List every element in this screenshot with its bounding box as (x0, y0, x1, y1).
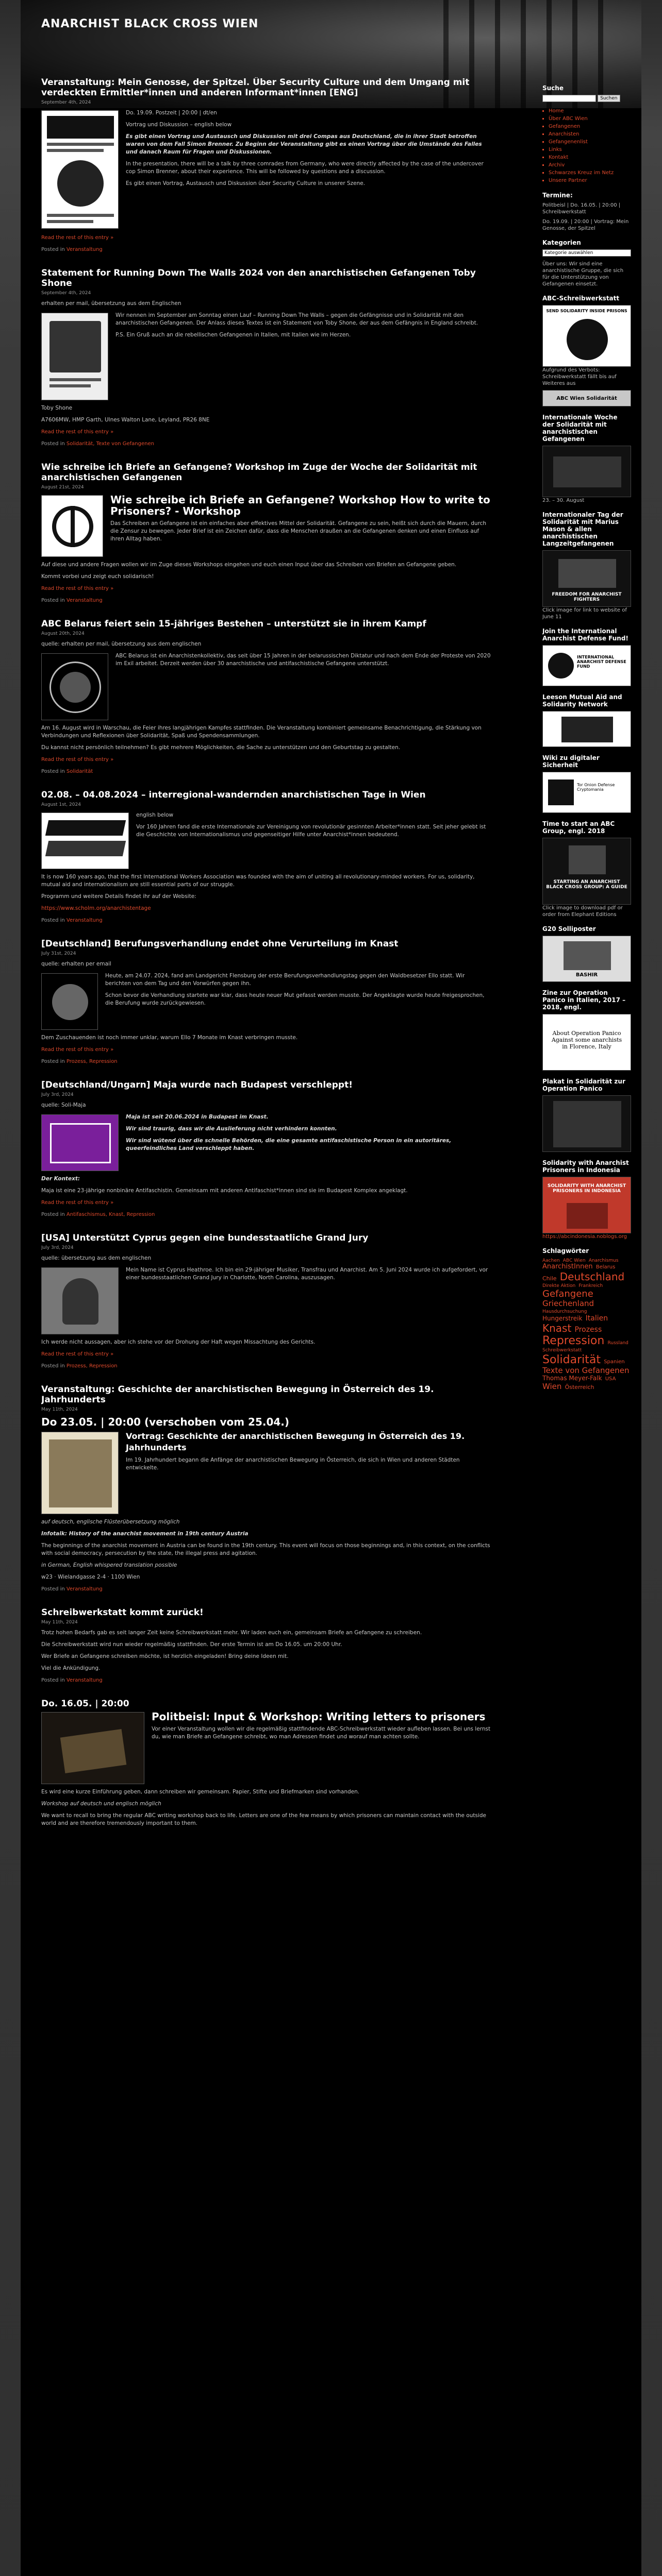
post-paragraph: Trotz hohen Bedarfs gab es seit langer Zeit keine Schreibwerkstatt mehr. Wir laden euch ein, gemeinsam Briefe an Gefangene zu schreiben. (41, 1630, 422, 1636)
post-paragraph: Schon bevor die Verhandlung startete war klar, dass heute neuer Mut gefasst werden musste. Der Angeklagte wurde heute freigesprochen, die Berufung wurde zurückgewiesen. (105, 992, 485, 1006)
post-date: July 3rd, 2024 (41, 1245, 74, 1250)
post-paragraph: in German, English whispered translation possible (41, 1562, 177, 1568)
post (41, 939, 491, 1065)
post-paragraph: Infotalk: History of the anarchist movement in 19th century Austria (41, 1531, 249, 1537)
banner-caption: Click image to download pdf or order from Elephant Editions (542, 905, 623, 918)
post-date: May 11th, 2024 (41, 1620, 78, 1625)
sidebar-nav-item[interactable] (549, 123, 631, 130)
post-paragraph: Das Schreiben an Gefangene ist ein einfaches aber effektives Mittel der Solidarität. Gefangene zu sein, heißt sich durch die Mauern, durch die Zensur zu bewegen. Jeder Brief ist ein Zeichen dafür, dass die Menschen draußen an die Gefangenen denken und einen Einfluss auf ihren Alltag haben. (110, 520, 487, 542)
letter-graphic (60, 1729, 127, 1773)
post-paragraph: Vor 160 Jahren fand die erste Internationale zur Vereinigung von revolutionär gesinnten Arbeiter*innen statt. Seit jeher gelebt ist die Geschichte von Internationalismus und gegenseitiger Hilfe unter Anarchist*innen bedeutend. (136, 824, 486, 838)
tag-cloud-link[interactable]: Russland (607, 1341, 628, 1346)
post-paragraph: Dem Zuschauenden ist noch immer unklar, warum Ello 7 Monate im Knast verbringen musste. (41, 1035, 298, 1041)
post-subheading: Do 23.05. | 20:00 (verschoben vom 25.04.) (41, 1416, 290, 1428)
banner-text: SOLIDARITY WITH ANARCHIST PRISONERS IN INDONESIA (547, 1183, 626, 1194)
read-more-link[interactable]: Read the rest of this entry » (41, 586, 114, 591)
post-paragraph: Viel die Ankündigung. (41, 1665, 101, 1671)
post (41, 1607, 491, 1684)
wiki-banner[interactable] (542, 772, 631, 813)
freedom-banner[interactable] (542, 550, 631, 607)
wiki-title: Wiki zu digitaler Sicherheit (542, 754, 600, 769)
post-body (41, 960, 491, 1065)
post-paragraph: Mein Name ist Cyprus Heathroe. Ich bin ein 29-jähriger Musiker, Transfrau und Anarchist. Am 5. Juni 2024 wurde ich aufgefordert, vor einer bundesstaatlichen Grand Jury in Charlotte, North Carolina, auszusagen. (126, 1267, 488, 1281)
post-meta: quelle: übersetzung aus dem englischen (41, 1255, 152, 1261)
post-paragraph: Du kannst nicht persönlich teilnehmen? Es gibt mehrere Möglichkeiten, die Sache zu unterstützen und den Geburtstag zu gestalten. (41, 744, 401, 751)
post-footer (41, 1362, 491, 1370)
post-paragraph: Wir nennen im September am Sonntag einen Lauf – Running Down The Walls – gegen die Gefängnisse und in Solidarität mit den anarchistischen Gefangenen. Der Anlass dieses Textes ist ein Statement von Toby Shone, der aus dem Gefängnis in England schreibt. (115, 312, 478, 326)
post-paragraph: Vortrag und Diskussion – english below (126, 122, 232, 128)
search-form (542, 95, 631, 102)
sidebar-nav-item[interactable] (549, 161, 631, 169)
logo-stroke (71, 506, 75, 547)
poster-line (47, 220, 93, 223)
post-category-link[interactable]: Veranstaltung (66, 598, 103, 603)
post-footer (41, 768, 491, 775)
schreibwerkstatt-widget-title: ABC-Schreibwerkstatt (542, 295, 620, 302)
tag-cloud (542, 1258, 631, 1391)
tag-cloud-link[interactable]: Belarus (595, 1264, 616, 1270)
sidebar-nav (542, 107, 631, 184)
post-date: May 11th, 2024 (41, 1407, 78, 1412)
defense-fund-title: Join the International Anarchist Defense Fund! (542, 628, 628, 642)
sidebar-nav-label[interactable]: Unsere Partner (549, 178, 587, 183)
poster-line (47, 214, 114, 217)
banner-block (45, 820, 126, 836)
banner-graphic (553, 1101, 621, 1147)
header-bar (495, 0, 500, 108)
tag-cloud-link[interactable]: Repression (542, 1334, 605, 1347)
termine-text: Do. 19.09. | 20:00 | Vortrag: Mein Genosse, der Spitzel (542, 219, 629, 231)
tag-cloud-link[interactable]: Aachen (542, 1258, 560, 1263)
post-date: August 20th, 2024 (41, 631, 85, 636)
start-group-title: Time to start an ABC Group, engl. 2018 (542, 820, 615, 835)
post-body (41, 109, 491, 253)
poster-line (47, 149, 104, 152)
banner-graphic (558, 559, 616, 588)
post-meta: quelle: erhalten per email (41, 961, 111, 967)
post-paragraph: It is now 160 years ago, that the first International Workers Association was founded with the aim of uniting all revolutionary-minded workers. For us, solidarity, mutual aid and internationalism are still essential parts of our struggle. (41, 874, 475, 888)
post-paragraph: In the presentation, there will be a talk by three comrades from Germany, who were directly affected by the case of the undercover cop Simon Brenner, about their experience. This will be followed by questions and a discussion. (126, 161, 484, 175)
posted-in-label: Posted in (41, 1677, 65, 1683)
indonesia-title: Solidarity with Anarchist Prisoners in Indonesia (542, 1159, 629, 1174)
banner-text: SEND SOLIDARITY INSIDE PRISONS (546, 309, 627, 313)
post-title[interactable]: 02.08. – 04.08.2024 – interregional-wandernden anarchistischen Tage in Wien (41, 790, 426, 800)
panico-zine-banner[interactable] (542, 1014, 631, 1071)
banner-block (45, 841, 126, 856)
post-paragraph: ABC Belarus ist ein Anarchistenkollektiv, das seit über 15 Jahren in der belarussischen Diktatur und nach dem Ende der Proteste von 2020 im Exil arbeitet. Derzeit werden über 30 anarchistische und antifaschistische Gefangene unterstützt. (115, 653, 491, 667)
banner-text: INTERNATIONAL ANARCHIST DEFENSE FUND (577, 655, 626, 669)
tag-cloud-link[interactable]: Italien (585, 1314, 608, 1323)
image-line (49, 378, 101, 381)
post-paragraph: Wer Briefe an Gefangene schreiben möchte, ist herzlich eingeladen! Bring deine Ideen mit. (41, 1653, 289, 1659)
tag-cloud-link[interactable]: Solidarität (542, 1353, 601, 1366)
internationaler-tag-title: Internationaler Tag der Solidarität mit Marius Mason & allen anarchistischen Langzeitgefangenen (542, 511, 623, 547)
post-date: July 31st, 2024 (41, 951, 76, 956)
tag-cloud-link[interactable]: Chile (542, 1275, 557, 1282)
post-paragraph: We want to recall to bring the regular ABC writing workshop back to life. Letters are one of the few means by which prisoners can maintain contact with the outside world and are therefore tremendously important to them. (41, 1812, 486, 1826)
post (41, 268, 491, 448)
banner-graphic (548, 779, 574, 805)
site-wrapper (21, 0, 641, 2576)
post-category-link[interactable]: Veranstaltung (66, 1677, 103, 1683)
post-paragraph: Es gibt einen Vortrag, Austausch und Diskussion über Security Culture in unserer Szene. (126, 180, 366, 187)
post-paragraph: Maja ist eine 23-jährige nonbinäre Antifaschistin. Gemeinsam mit anderen Antifaschist*innen sind sie im Budapest Komplex angeklagt. (41, 1188, 408, 1194)
posted-in-label: Posted in (41, 1363, 65, 1369)
banner-graphic (567, 319, 608, 360)
post-footer (41, 917, 491, 924)
post (41, 77, 491, 253)
posted-in-label: Posted in (41, 1212, 65, 1217)
about-text: Über uns: Wir sind eine anarchistische Gruppe, die sich für die Unterstützung von Gefangenen einsetzt. (542, 261, 624, 287)
poster-line (47, 143, 114, 146)
post-footer (41, 246, 491, 253)
sidebar-nav-label[interactable]: Schwarzes Kreuz im Netz (549, 170, 614, 176)
event-location: w23 · Wielandgasse 2-4 · 1100 Wien (41, 1574, 140, 1580)
post-body (41, 494, 491, 604)
post-paragraph: Es gibt einen Vortrag und Austausch und Diskussion mit drei Compas aus Deutschland, die in ihrer Stadt betroffen waren von dem Fall Simon Brenner. Zu Beginn der Veranstaltung gibt es einen Vortrag über die Umstände des Falles und danach Raum für Fragen und Diskussionen. (126, 133, 482, 155)
tag-cloud-link[interactable]: Direkte Aktion (542, 1283, 576, 1289)
signature: Toby Shone (41, 405, 73, 411)
banner-text: BASHIR (575, 972, 598, 978)
kategorien-widget-title: Kategorien (542, 239, 581, 246)
post-footer (41, 1585, 491, 1593)
anarchistentage-banner-image[interactable] (41, 812, 129, 869)
post-footer (41, 597, 491, 604)
banner-caption: Aufgrund des Verbots: Schreibwerkstatt fällt bis auf Weiteres aus (542, 367, 617, 386)
sidebar-nav-label[interactable]: Archiv (549, 162, 565, 168)
banner-graphic (548, 653, 574, 679)
program-link[interactable]: https://www.scholm.org/anarchistentage (41, 905, 151, 911)
post (41, 790, 491, 924)
read-more-link[interactable]: Read the rest of this entry » (41, 429, 114, 435)
image-graphic (49, 1439, 112, 1507)
post-paragraph: Vor einer Veranstaltung wollen wir die regelmäßig stattfindende ABC-Schreibwerkstatt wieder aufleben lassen. Bei uns lernst du, wie man Briefe an Gefangene schreibt, wo man Adressen findet und worauf man achten sollte. (152, 1726, 491, 1740)
post-paragraph: Maja ist seit 20.06.2024 in Budapest im Knast. (126, 1114, 269, 1120)
post-meta: english below (136, 812, 174, 818)
banner-text: About Operation Panico Against some anarchists in Florence, Italy (551, 1030, 622, 1050)
sidebar-nav-item[interactable] (549, 107, 631, 115)
poster-title-block (47, 116, 114, 139)
main-content (41, 77, 491, 2576)
image-line (49, 384, 91, 387)
sidebar-nav-label[interactable]: Kontakt (549, 155, 569, 160)
defense-fund-banner[interactable] (542, 645, 631, 686)
post-paragraph: Die Schreibwerkstatt wird nun wieder regelmäßig stattfinden. Der erste Termin ist am Do 16.05. um 20:00 Uhr. (41, 1641, 342, 1648)
post (41, 1699, 491, 1827)
post-meta: Do. 19.09. Postzeit | 20:00 | dt/en (126, 110, 217, 116)
post-subheading: Vortrag: Geschichte der anarchistischen Bewegung in Österreich des 19. Jahrhunderts (126, 1431, 465, 1452)
read-more-link[interactable]: Read the rest of this entry » (41, 235, 114, 241)
tag-cloud-link[interactable]: Spanien (604, 1359, 625, 1365)
mutual-aid-banner[interactable] (542, 711, 631, 747)
sidebar (542, 77, 631, 2576)
tag-cloud-link[interactable]: Schreibwerkstatt (542, 1348, 582, 1353)
sidebar-nav-label[interactable]: Home (549, 108, 564, 114)
post-category-link[interactable]: Veranstaltung (66, 247, 103, 252)
sidebar-nav-item[interactable] (549, 177, 631, 184)
sidebar-nav-label[interactable]: Links (549, 147, 562, 152)
tag-cloud-link[interactable]: Anarchismus (588, 1258, 619, 1263)
post-date: August 1st, 2024 (41, 802, 81, 807)
post-paragraph: Auf diese und andere Fragen wollen wir im Zuge dieses Workshops eingehen und euch einen Input über das Schreiben von Briefen an Gefangene geben. (41, 562, 457, 568)
post-paragraph: Im 19. Jahrhundert begann die Anfänge der anarchistischen Bewegung in Österreich, die sich in Wien und anderen Städten entwickelte. (126, 1457, 460, 1471)
post-paragraph: Es wird eine kurze Einführung geben, dann schreiben wir gemeinsam. Papier, Stifte und Briefmarken sind vorhanden. (41, 1789, 360, 1795)
post-paragraph: Workshop auf deutsch und englisch möglich (41, 1801, 161, 1807)
tag-cloud-link[interactable]: Texte von Gefangenen (542, 1365, 630, 1375)
posted-in-label: Posted in (41, 1586, 65, 1592)
post-body (41, 1416, 491, 1593)
tag-cloud-link[interactable]: Griechenland (542, 1299, 594, 1309)
posted-in-label: Posted in (41, 441, 65, 447)
tag-cloud-link[interactable]: Österreich (565, 1383, 594, 1391)
header-bar (521, 0, 526, 108)
post-paragraph: Am 16. August wird in Warschau, die Feier ihres langjährigen Kampfes stattfinden. Die Veranstaltung kombiniert gemeinsame Benachrichtigung, die Stärkung von Verbindungen und Reflexionen über Solidarität, Spaß und Spendensammlungen. (41, 725, 482, 739)
read-more-link[interactable]: Read the rest of this entry » (41, 1047, 114, 1053)
banner-graphic (553, 456, 621, 487)
posted-in-label: Posted in (41, 1059, 65, 1064)
read-more-link[interactable]: Read the rest of this entry » (41, 1351, 114, 1357)
tag-cloud-link[interactable]: AnarchistInnen (542, 1263, 593, 1271)
posted-in-label: Posted in (41, 598, 65, 603)
event-poster-image[interactable] (41, 110, 119, 229)
tag-cloud-link[interactable]: Hungerstreik (542, 1314, 583, 1322)
post-meta: erhalten per mail, übersetzung aus dem Englischen (41, 300, 181, 307)
tag-cloud-link[interactable]: Hausdurchsuchung (542, 1309, 587, 1314)
post-body (41, 1255, 491, 1370)
termine-text: Politbeisl | Do. 16.05. | 20:00 | Schreibwerkstatt (542, 202, 621, 215)
indonesia-link[interactable]: https://abcindonesia.noblogs.org (542, 1234, 627, 1240)
indonesia-banner[interactable] (542, 1177, 631, 1233)
posted-in-label: Posted in (41, 247, 65, 252)
schreibwerkstatt-banner[interactable] (542, 305, 631, 367)
statement-image[interactable] (41, 313, 108, 400)
panico-zine-title: Zine zur Operation Panico in Italien, 2017 – 2018, engl. (542, 989, 626, 1011)
portrait-graphic (62, 1278, 98, 1325)
tag-cloud-link[interactable]: Knast (542, 1322, 572, 1334)
search-button[interactable]: Suchen (598, 95, 620, 102)
start-group-banner[interactable] (542, 838, 631, 905)
post-category-link[interactable]: Prozess, Repression (66, 1363, 118, 1369)
post (41, 462, 491, 604)
sidebar-nav-item[interactable] (549, 146, 631, 154)
post-subheading: Wie schreibe ich Briefe an Gefangene? Workshop How to write to Prisoners? - Workshop (110, 494, 490, 517)
post-body (41, 640, 491, 775)
banner-graphic (567, 1203, 608, 1229)
tag-cloud-link[interactable]: ABC Wien (562, 1258, 586, 1263)
banner-text: Tor Onion Defense Cryptomania (577, 783, 615, 792)
panico-plakat-title: Plakat in Solidarität zur Operation Panico (542, 1078, 625, 1092)
sidebar-nav-label[interactable]: Gefangenenlist (549, 139, 588, 145)
post-title[interactable]: [Deutschland] Berufungsverhandlung endet ohne Verurteilung im Knast (41, 939, 399, 949)
workshop-logo-image[interactable] (41, 495, 103, 557)
post-category-link[interactable]: Solidarität, Texte von Gefangenen (66, 441, 154, 447)
search-widget-title: Suche (542, 84, 564, 92)
posted-in-label: Posted in (41, 769, 65, 774)
writing-workshop-image[interactable] (41, 1712, 144, 1784)
sidebar-nav-item[interactable] (549, 154, 631, 161)
post (41, 1233, 491, 1370)
post-paragraph: Heute, am 24.07. 2024, fand am Landgericht Flensburg der erste Berufungsverhandlungstag gegen den Waldbesetzer Ello statt. Wir berichten von dem Tag und den Vorwürfen gegen ihn. (105, 973, 465, 987)
post-footer (41, 440, 491, 448)
banner-graphic (569, 845, 606, 874)
post-date: August 21st, 2024 (41, 485, 84, 490)
schlagwoerter-title: Schlagwörter (542, 1247, 589, 1255)
post (41, 619, 491, 775)
kategorie-select[interactable]: Kategorie auswählen (542, 249, 631, 257)
termine-widget-title: Termine: (542, 192, 573, 199)
post-paragraph: Kommt vorbei und zeigt euch solidarisch! (41, 573, 154, 580)
sidebar-nav-item[interactable] (549, 138, 631, 146)
post-paragraph: Wir sind traurig, dass wir die Auslieferung nicht verhindern konnten. (126, 1126, 337, 1132)
abc-belarus-logo-image[interactable] (41, 653, 108, 720)
post-category-link[interactable]: Veranstaltung (66, 918, 103, 923)
banner-graphic (564, 941, 611, 970)
post-title[interactable]: Do. 16.05. | 20:00 (41, 1699, 129, 1709)
mutual-aid-title: Leeson Mutual Aid and Solidarity Network (542, 693, 622, 708)
tag-cloud-link[interactable]: Deutschland (559, 1270, 625, 1283)
post-category-link[interactable]: Prozess, Repression (66, 1059, 118, 1064)
banner-graphic (561, 717, 613, 742)
cyprus-support-image[interactable] (41, 1267, 119, 1334)
tag-cloud-link[interactable]: Wien (542, 1381, 562, 1391)
banner-caption: Click image for link to website of June 11 (542, 607, 627, 620)
post-body (41, 1101, 491, 1218)
prisoner-address: A7606MW, HMP Garth, Ulnes Walton Lane, Leyland, PR26 8NE (41, 417, 210, 423)
post-title[interactable]: Statement for Running Down The Walls 2024 von den anarchistischen Gefangenen Toby Shone (41, 268, 476, 289)
post-category-link[interactable]: Veranstaltung (66, 1586, 103, 1592)
post-body (41, 300, 491, 448)
sidebar-nav-label[interactable]: Gefangenen (549, 124, 581, 129)
woche-widget-title: Internationale Woche der Solidarität mit anarchistischen Gefangenen (542, 414, 618, 443)
banner-text: STARTING AN ANARCHIST BLACK CROSS GROUP: A GUIDE (546, 879, 627, 890)
g20-title: G20 Solliposter (542, 925, 596, 933)
post-paragraph: Programm und weitere Details findet ihr auf der Website: (41, 893, 196, 900)
image-graphic (52, 984, 88, 1020)
post-footer (41, 1676, 491, 1684)
post-category-link[interactable]: Solidarität (66, 769, 93, 774)
sidebar-nav-label[interactable]: Anarchisten (549, 131, 580, 137)
woche-banner[interactable] (542, 446, 631, 497)
portrait-graphic (49, 321, 101, 372)
post-footer (41, 1058, 491, 1065)
read-more-link[interactable]: Read the rest of this entry » (41, 1200, 114, 1206)
search-input[interactable] (542, 95, 596, 102)
tag-cloud-link[interactable]: Frankreich (578, 1283, 603, 1289)
tag-cloud-link[interactable]: Gefangene (542, 1288, 593, 1299)
post-body (41, 1711, 491, 1827)
post-paragraph: Wir sind wütend über die schnelle Behörden, die eine gesamte antifaschistische Person in ein autoritäres, queerfeindliches Land verschleppt haben. (126, 1138, 452, 1151)
post-body (41, 1629, 491, 1684)
post-date: September 4th, 2024 (41, 291, 91, 296)
post-paragraph: Ich werde nicht aussagen, aber ich stehe vor der Drohung der Haft wegen Missachtung des Gerichts. (41, 1339, 316, 1345)
tag-cloud-link[interactable]: Prozess (574, 1326, 602, 1334)
logo-center (60, 672, 91, 703)
banner-text: ABC Wien Solidarität (556, 396, 617, 401)
sidebar-nav-item[interactable] (549, 115, 631, 123)
post-subheading: Politbeisl: Input & Workshop: Writing letters to prisoners (152, 1710, 486, 1723)
post-title[interactable]: ABC Belarus feiert sein 15-jähriges Bestehen – unterstützt sie in ihrem Kampf (41, 619, 426, 629)
post-footer (41, 1211, 491, 1218)
solidarity-image[interactable] (41, 973, 98, 1030)
post-title[interactable]: [Deutschland/Ungarn] Maja wurde nach Budapest verschleppt! (41, 1080, 353, 1090)
post-title[interactable]: [USA] Unterstützt Cyprus gegen eine bundesstaatliche Grand Jury (41, 1233, 369, 1243)
panico-plakat-banner[interactable] (542, 1095, 631, 1152)
post-paragraph: The beginnings of the anarchist movement in Austria can be found in the 19th century. This event will focus on those beginnings and, in this context, on the conflicts with social democracy, persecution by the state, the illegal press and agitation. (41, 1543, 490, 1556)
sidebar-nav-label[interactable]: Über ABC Wien (549, 116, 588, 122)
post (41, 1384, 491, 1593)
banner-text: FREEDOM FOR ANARCHIST FIGHTERS (552, 592, 622, 602)
post-title[interactable]: Schreibwerkstatt kommt zurück! (41, 1607, 204, 1618)
post-title[interactable]: Veranstaltung: Geschichte der anarchistischen Bewegung in Österreich des 19. Jahrhunderts (41, 1384, 434, 1405)
post-date: July 3rd, 2024 (41, 1092, 74, 1097)
post-title[interactable]: Veranstaltung: Mein Genosse, der Spitzel. Über Security Culture und dem Umgang mit verdeckten Ermittler*innen und anderen Informant*innen [ENG] (41, 77, 470, 98)
post-category-link[interactable]: Antifaschismus, Knast, Repression (66, 1212, 155, 1217)
banner-caption: 23. – 30. August (542, 498, 585, 503)
post-paragraph: auf deutsch, englische Flüsterübersetzung möglich (41, 1519, 180, 1525)
image-frame (50, 1123, 111, 1163)
poster-graphic (57, 160, 104, 207)
maja-solidarity-image[interactable] (41, 1114, 119, 1171)
post-title[interactable]: Wie schreibe ich Briefe an Gefangene? Workshop im Zuge der Woche der Solidarität mit anarchistischen Gefangenen (41, 462, 477, 483)
abc-wien-banner[interactable] (542, 390, 631, 406)
g20-banner[interactable] (542, 936, 631, 982)
read-more-link[interactable]: Read the rest of this entry » (41, 757, 114, 762)
post-body (41, 811, 491, 924)
post-meta: quelle: erhalten per mail, übersetzung aus dem englischen (41, 641, 202, 647)
post-subheading: Der Kontext: (41, 1176, 80, 1182)
post-paragraph: P.S. Ein Gruß auch an die rebellischen Gefangenen in Italien, mit Italien wie im Herzen. (115, 332, 351, 338)
sidebar-nav-item[interactable] (549, 169, 631, 177)
history-event-image[interactable] (41, 1432, 119, 1514)
tag-cloud-link[interactable]: Thomas Meyer-Falk (542, 1375, 602, 1382)
site-title[interactable]: ANARCHIST BLACK CROSS WIEN (41, 18, 259, 30)
sidebar-nav-item[interactable] (549, 130, 631, 138)
post-meta: quelle: Soli-Maja (41, 1102, 86, 1108)
post (41, 1080, 491, 1218)
posted-in-label: Posted in (41, 918, 65, 923)
post-date: September 4th, 2024 (41, 100, 91, 105)
tag-cloud-link[interactable]: USA (605, 1376, 616, 1382)
